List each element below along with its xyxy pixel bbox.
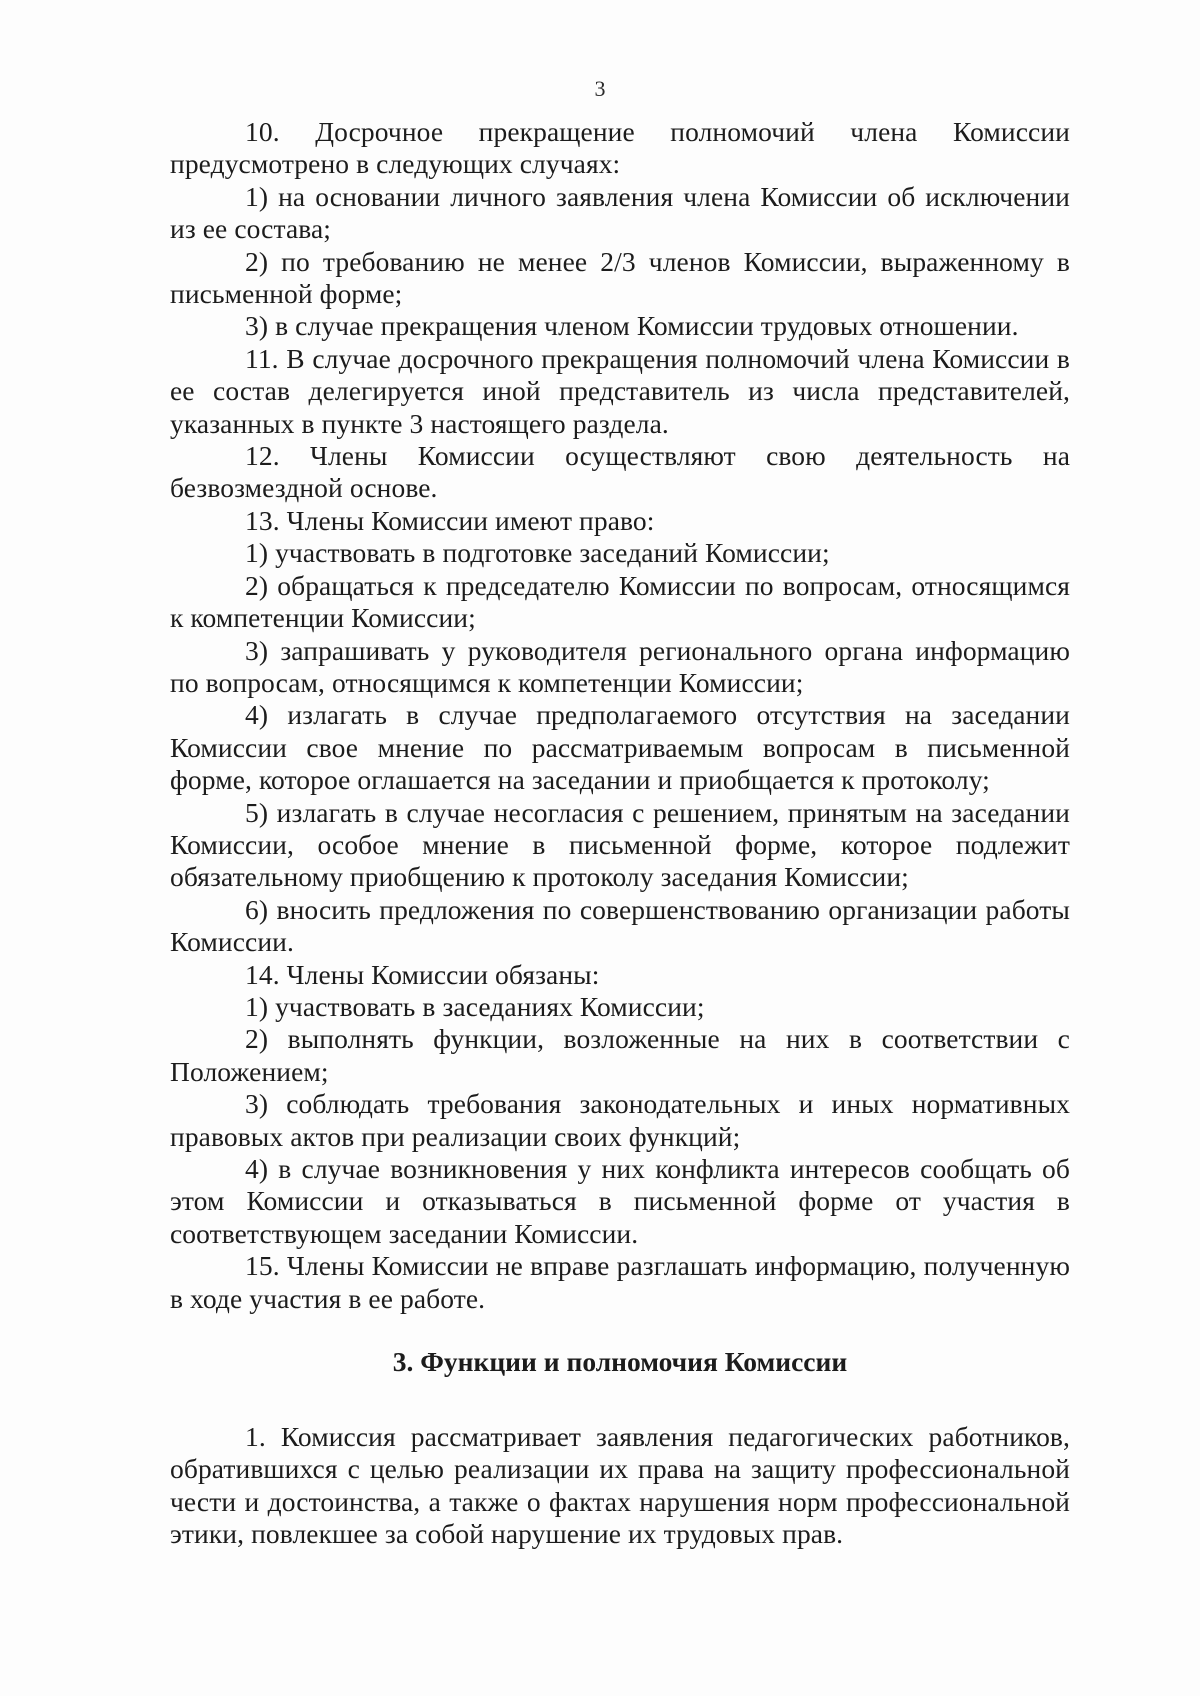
paragraph-14-item-3: 3) соблюдать требования законодательных и иных нормативных правовых актов при реализации своих функций; xyxy=(170,1088,1070,1152)
paragraph-12: 12. Члены Комиссии осуществляют свою деятельность на безвозмездной основе. xyxy=(170,440,1070,504)
paragraph-10-item-1: 1) на основании личного заявления члена Комиссии об исключении из ее состава; xyxy=(170,180,1070,245)
paragraph-13-item-5: 5) излагать в случае несогласия с решением, принятым на заседании Комиссии, особое мнение в письменной форме, которое подлежит обязательному приобщению к протоколу заседания Комиссии; xyxy=(170,796,1070,893)
section-text xyxy=(170,1421,1070,1551)
paragraph-10-item-2: 2) по требованию не менее 2/3 членов Комиссии, выраженному в письменной форме; xyxy=(170,245,1070,310)
section-paragraph-1: 1. Комиссия рассматривает заявления педагогических работников, обратившихся с целью реализации их права на защиту профессиональной чести и достоинства, а также о фактах нарушения норм профессиональной этики, повлекшее за собой нарушение их трудовых прав. xyxy=(170,1421,1070,1550)
paragraph-13-item-2: 2) обращаться к председателю Комиссии по вопросам, относящимся к компетенции Комиссии; xyxy=(170,569,1070,634)
paragraph-14: 14. Члены Комиссии обязаны: xyxy=(245,958,600,990)
paragraph-11: 11. В случае досрочного прекращения полномочий члена Комиссии в ее состав делегируется иной представитель из числа представителей, указанных в пункте 3 настоящего раздела. xyxy=(170,342,1070,439)
paragraph-13-item-1: 1) участвовать в подготовке заседаний Комиссии; xyxy=(245,537,830,569)
paragraph-13-item-6: 6) вносить предложения по совершенствованию организации работы Комиссии. xyxy=(170,893,1070,958)
paragraph-14-item-4: 4) в случае возникновения у них конфликта интересов сообщать об этом Комиссии и отказываться в письменной форме от участия в соответствующем заседании Комиссии. xyxy=(170,1153,1070,1249)
paragraph-10-item-3: 3) в случае прекращения членом Комиссии трудовых отношении. xyxy=(245,310,1019,342)
paragraph-14-item-2: 2) выполнять функции, возложенные на них в соответствии с Положением; xyxy=(170,1023,1070,1087)
paragraph-15: 15. Члены Комиссии не вправе разглашать информацию, полученную в ходе участия в ее работе. xyxy=(170,1250,1070,1314)
section-heading: 3. Функции и полномочия Комиссии xyxy=(392,1346,848,1377)
page-number: 3 xyxy=(594,76,606,101)
paragraph-14-item-1: 1) участвовать в заседаниях Комиссии; xyxy=(245,990,705,1022)
body-text xyxy=(170,116,1070,1315)
paragraph-13: 13. Члены Комиссии имеют право: xyxy=(245,504,655,536)
paragraph-10: 10. Досрочное прекращение полномочий члена Комиссии предусмотрено в следующих случаях: xyxy=(170,116,1070,180)
paragraph-13-item-4: 4) излагать в случае предполагаемого отсутствия на заседании Комиссии свое мнение по рассматриваемым вопросам в письменной форме, которое оглашается на заседании и приобщается к протоколу; xyxy=(170,699,1070,796)
paragraph-13-item-3: 3) запрашивать у руководителя регионального органа информацию по вопросам, относящимся к компетенции Комиссии; xyxy=(170,634,1070,698)
